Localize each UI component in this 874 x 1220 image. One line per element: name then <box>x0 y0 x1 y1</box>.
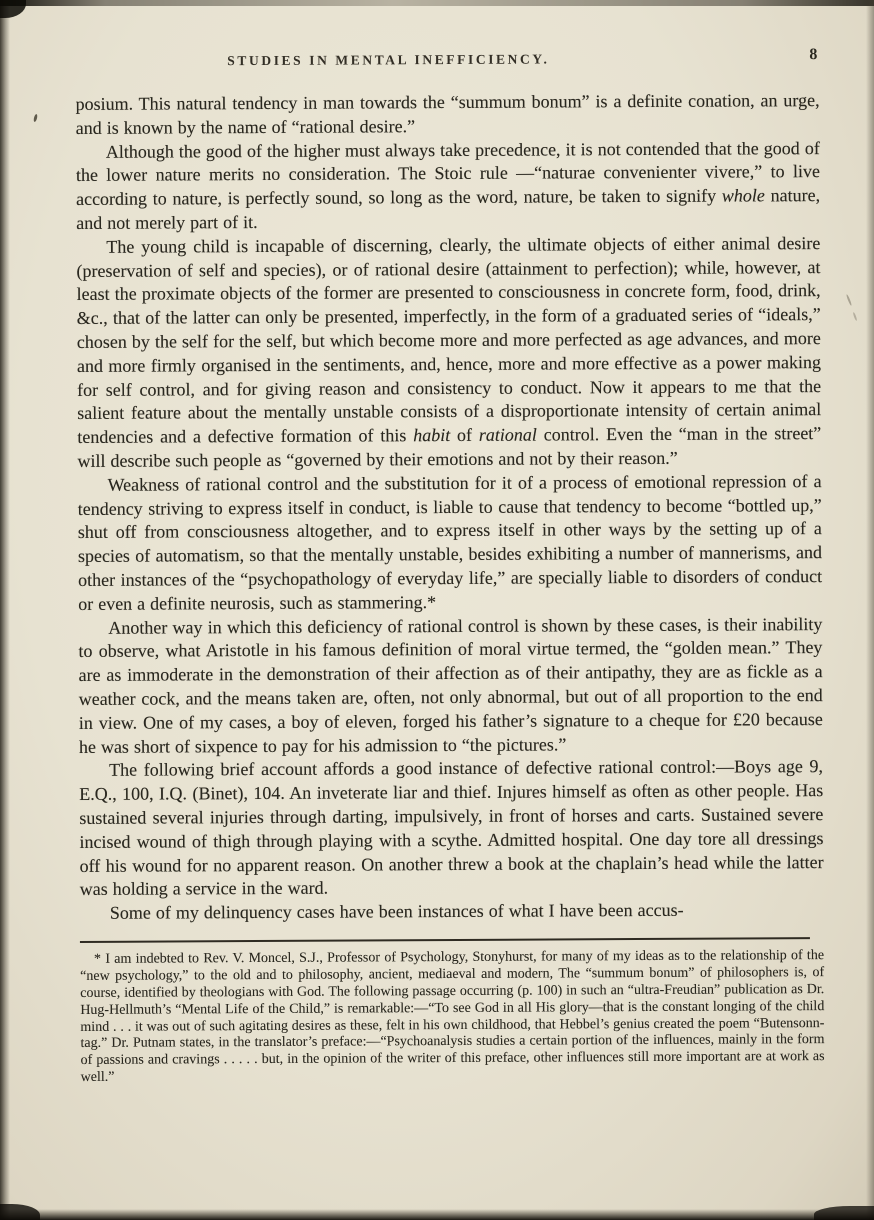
paragraph <box>76 232 821 474</box>
scan-corner-top-left <box>0 0 26 18</box>
italic-text-run: habit <box>413 425 451 446</box>
text-run: Some of my delinquency cases have been instances of what I have been accus- <box>109 899 684 923</box>
scan-edge-top <box>0 0 874 6</box>
scan-artifact <box>846 294 852 306</box>
paragraph <box>76 89 820 140</box>
paragraph <box>78 613 823 760</box>
paragraph <box>79 755 824 902</box>
text-run: The young child is incapable of discerning, clearly, the ultimate objects of either animal desire (preservation of self and species), or of rational desire (attainment to perfection); while, however, at least the proximate objects of the former are presented to consciousness in concrete form, food, drink, &c., that of the latter can only be presented, imperfectly, in the form of a graduated series of “ideals,” chosen by the self for the self, but which become more and more perfected as age advances, and more and more firmly organised in the sentiments, and, hence, more and more effective as a power making for self control, and for giving reason and consistency to conduct. Now it appears to me that the salient feature about the mentally unstable consists of a disproportionate intensity of certain animal tendencies and a defective formation of this <box>76 232 822 448</box>
scan-artifact <box>853 312 858 321</box>
scan-edge-left <box>0 0 10 1220</box>
text-run: Another way in which this deficiency of rational control is shown by these cases, is their inability to observe, what Aristotle in his famous definition of moral virtue termed, the “golden mean.” They are as immoderate in the demonstration of their affection as of their antipathy, they are as fickle as a weather cock, and the means taken are, often, not only abnormal, but out of all proportion to the end in view. One of my cases, a boy of eleven, forged his father’s signature to a cheque for £20 because he was short of sixpence to pay for his admission to “the pictures.” <box>78 613 823 757</box>
text-run: Weakness of rational control and the substitution for it of a process of emotional repression of a tendency striving to express itself in conduct, is liable to cause that tendency to become “bottled up,” shut off from consciousness altogether, and to express itself in other ways by the setting up of a species of automatism, so that the mentally unstable, besides exhibiting a number of mannerisms, and other instances of the “psychopathology of everyday life,” are specially liable to disorders of conduct or even a definite neurosis, such as stammering.* <box>77 470 823 614</box>
paragraph <box>76 137 820 236</box>
footnote-text: * I am indebted to Rev. V. Moncel, S.J., Professor of Psychology, Stonyhurst, for many of my ideas as to the relationship of the “new psychology,” to the old and to philosophy, ancient, mediaeval and modern, The “summum bonum” of philosophers is, of course, identified by theologians with God. The following passage occurring (p. 100) in such an “ultra-Freudian” publication as Dr. Hug-Hellmuth’s “Mental Life of the Child,” is remarkable:—“To see God in all His glory—that is the constant longing of the child mind . . . it was out of such agitating desires as these, felt in his own childhood, that Hebbel’s genius created the poem “Butensonn-tag.” Dr. Putnam states, in the translator’s preface:—“Psychoanalysis studies a certain portion of the influences, mainly in the form of passions and cravings . . . . . but, in the opinion of the writer of this preface, other influences still more important are at work as well.” <box>80 947 825 1086</box>
scan-artifact <box>33 114 38 122</box>
text-run: The following brief account affords a good instance of defective rational control:—Boys age 9, E.Q., 100, I.Q. (Binet), 104. An inveterate liar and thief. Injures himself as often as other people. Has sustained several injuries through darting, impulsively, in front of horses and carts. Sustained severe incised wound of thigh through playing with a scythe. Admitted hospital. One day tore all dressings off his wound for no apparent reason. On another threw a book at the chaplain’s head while the latter was holding a service in the ward. <box>79 756 824 900</box>
paragraph <box>80 898 824 926</box>
page-content <box>75 46 825 1087</box>
scan-corner-bottom-left <box>0 1204 40 1220</box>
text-run: posium. This natural tendency in man towards the “summum bonum” is a definite conation, an urge, and is known by the name of “rational desire.” <box>75 90 820 138</box>
body-paragraphs <box>76 89 824 926</box>
paragraph <box>77 470 822 617</box>
italic-text-run: rational <box>478 424 537 446</box>
scan-corner-bottom-right <box>814 1206 874 1220</box>
italic-text-run: whole <box>721 185 765 206</box>
text-run: of <box>450 425 479 446</box>
text-run: nature, and not merely part of it. <box>76 185 821 233</box>
page-title: STUDIES IN MENTAL INEFFICIENCY. <box>227 51 550 69</box>
page-header <box>75 46 819 80</box>
page-number: 8 <box>809 46 818 64</box>
scan-edge-bottom <box>0 1209 874 1220</box>
text-run: control. Even the “man in the street” will describe such people as “governed by their emotions and not by their reason.” <box>77 423 822 471</box>
footnote-divider <box>80 937 810 943</box>
scan-edge-right <box>866 0 874 1220</box>
text-run: Although the good of the higher must always take precedence, it is not contended that the good of the lower nature merits no consideration. The Stoic rule —“naturae convenienter vivere,” to live according to nature, is perfectly sound, so long as the word, nature, be taken to signify <box>75 137 820 210</box>
